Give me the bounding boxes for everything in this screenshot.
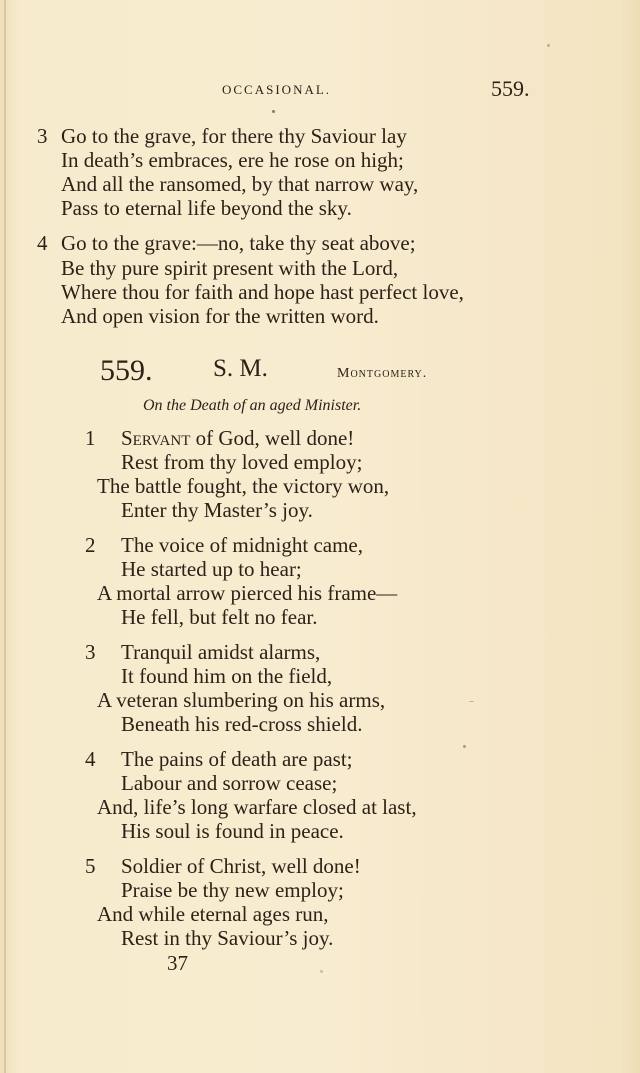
hymn-title: On the Death of an aged Minister. xyxy=(143,397,362,414)
verse-line: Enter thy Master’s joy. xyxy=(121,498,313,522)
verse-line: And, life’s long warfare closed at last, xyxy=(97,795,417,819)
page-spine xyxy=(4,0,6,1073)
signature-mark: 37 xyxy=(167,951,188,975)
verse-line: Go to the grave:—no, take thy seat above; xyxy=(61,231,416,255)
hymn-author: Montgomery. xyxy=(337,366,428,381)
hymn-number: 559. xyxy=(100,354,153,387)
verse-line: A mortal arrow pierced his frame— xyxy=(97,581,398,605)
verse-line: He fell, but felt no fear. xyxy=(121,605,318,629)
page-number: 559. xyxy=(491,76,530,101)
verse-line xyxy=(121,426,354,450)
verse-line: Rest from thy loved employ; xyxy=(121,450,363,474)
verse-line: The battle fought, the victory won, xyxy=(97,474,390,498)
verse-line: And while eternal ages run, xyxy=(97,902,329,926)
verse-line: It found him on the field, xyxy=(121,664,333,688)
paper-speck xyxy=(547,44,550,47)
paper-speck xyxy=(320,970,323,973)
running-head: OCCASIONAL. xyxy=(222,82,332,97)
verse-number: 3 xyxy=(85,640,96,664)
verse-number: 5 xyxy=(85,854,96,878)
verse-line: Be thy pure spirit present with the Lord, xyxy=(61,256,399,280)
paper-speck xyxy=(272,110,275,113)
verse-line: The pains of death are past; xyxy=(121,747,353,771)
verse-line: Soldier of Christ, well done! xyxy=(121,854,361,878)
verse-line: Beneath his red-cross shield. xyxy=(121,712,363,736)
verse-line: Labour and sorrow cease; xyxy=(121,771,338,795)
verse-number: 4 xyxy=(85,747,96,771)
verse-line: Pass to eternal life beyond the sky. xyxy=(61,196,352,220)
verse-line: Praise be thy new employ; xyxy=(121,878,344,902)
verse-line: Tranquil amidst alarms, xyxy=(121,640,321,664)
verse-number: 3 xyxy=(37,124,48,148)
verse-line: And open vision for the written word. xyxy=(61,304,379,328)
initial-word: Servant xyxy=(121,426,191,450)
paper-speck xyxy=(469,701,474,702)
verse-number: 2 xyxy=(85,533,96,557)
verse-line: The voice of midnight came, xyxy=(121,533,364,557)
verse-line: Rest in thy Saviour’s joy. xyxy=(121,926,334,950)
first-line-rest: of God, well done! xyxy=(190,426,355,450)
verse-line: In death’s embraces, ere he rose on high; xyxy=(61,148,404,172)
verse-line: Go to the grave, for there thy Saviour lay xyxy=(61,124,407,148)
paper-speck xyxy=(463,745,466,748)
verse-line: He started up to hear; xyxy=(121,557,302,581)
verse-number: 4 xyxy=(37,231,48,255)
verse-line: And all the ransomed, by that narrow way, xyxy=(61,172,419,196)
verse-line: Where thou for faith and hope hast perfect love, xyxy=(61,280,464,304)
hymn-meter: S. M. xyxy=(213,355,268,382)
verse-line: A veteran slumbering on his arms, xyxy=(97,688,386,712)
verse-line: His soul is found in peace. xyxy=(121,819,344,843)
verse-number: 1 xyxy=(85,426,96,450)
